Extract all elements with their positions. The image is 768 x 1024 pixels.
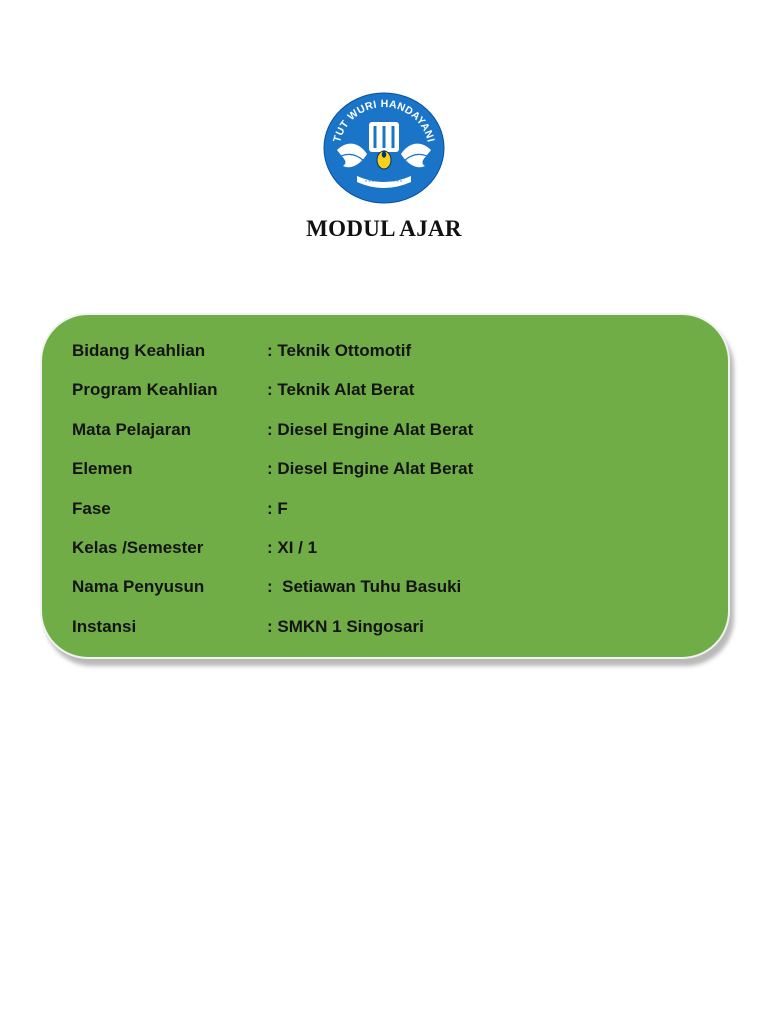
- info-row-program-keahlian: [72, 376, 712, 415]
- logo-motto: TUT WURI HANDAYANI: [331, 97, 437, 144]
- info-rows: [72, 337, 712, 652]
- info-value: : Teknik Alat Berat: [267, 380, 415, 400]
- info-label: Kelas /Semester: [72, 537, 204, 557]
- info-row-fase: [72, 495, 712, 534]
- info-value: : Diesel Engine Alat Berat: [267, 419, 474, 439]
- tut-wuri-handayani-logo: [323, 92, 445, 204]
- info-row-mata-pelajaran: [72, 416, 712, 455]
- info-card: [40, 313, 730, 659]
- info-row-elemen: [72, 455, 712, 494]
- info-value: : Diesel Engine Alat Berat: [267, 459, 474, 479]
- info-value: : Setiawan Tuhu Basuki: [267, 577, 462, 597]
- info-value: : F: [267, 498, 288, 518]
- info-label: Elemen: [72, 459, 133, 479]
- logo-emblem-icon: [323, 92, 445, 204]
- page-title: MODUL AJAR: [306, 216, 462, 241]
- info-value: : Teknik Ottomotif: [267, 341, 412, 360]
- info-label: Mata Pelajaran: [72, 419, 192, 439]
- info-row-kelas-semester: [72, 534, 712, 573]
- info-label: Instansi: [72, 616, 137, 636]
- info-label: Bidang Keahlian: [72, 341, 206, 360]
- info-row-bidang-keahlian: [72, 337, 712, 376]
- info-label: Nama Penyusun: [72, 577, 205, 597]
- info-value: : SMKN 1 Singosari: [267, 616, 424, 636]
- info-label: Program Keahlian: [72, 380, 218, 400]
- info-row-instansi: [72, 613, 712, 652]
- info-label: Fase: [72, 498, 111, 518]
- info-row-nama-penyusun: [72, 573, 712, 612]
- info-value: : XI / 1: [267, 537, 318, 557]
